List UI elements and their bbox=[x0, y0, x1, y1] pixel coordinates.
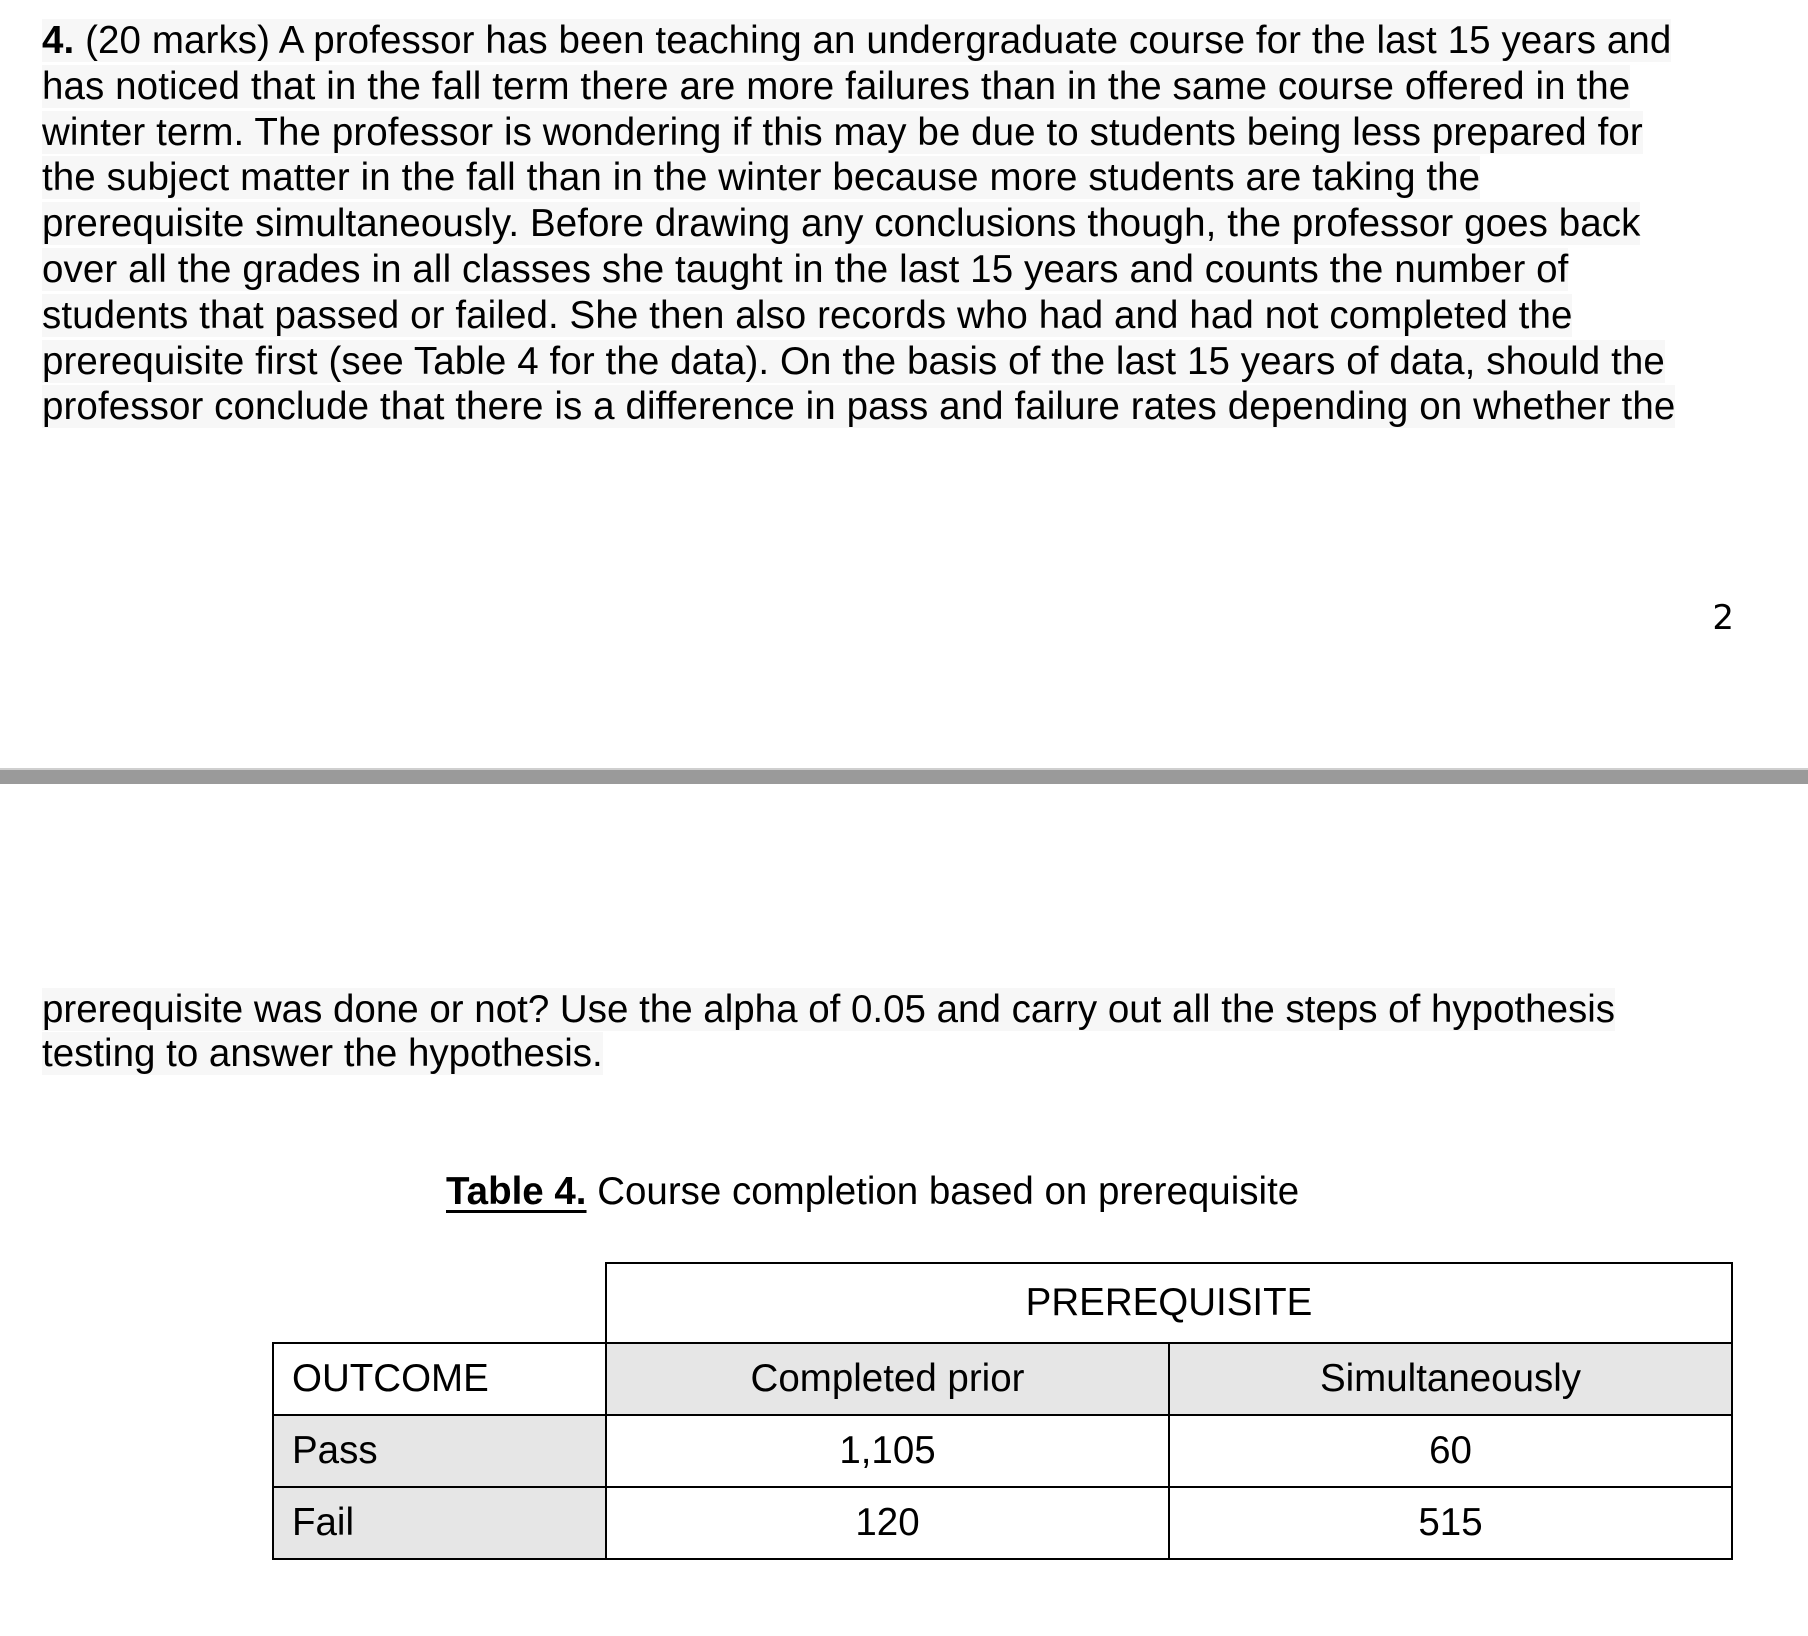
question-line-9: professor conclude that there is a difference in pass and failure rates depending on whether the bbox=[42, 385, 1676, 429]
table-caption bbox=[446, 1170, 1299, 1214]
question-continuation bbox=[42, 988, 1615, 1076]
question-line-5: prerequisite simultaneously. Before drawing any conclusions though, the professor goes back bbox=[42, 202, 1641, 246]
table-cell: 1,105 bbox=[606, 1415, 1169, 1487]
question-line-6: over all the grades in all classes she taught in the last 15 years and counts the number of bbox=[42, 247, 1569, 291]
question-line-text: (20 marks) A professor has been teaching an undergraduate course for the last 15 years and bbox=[74, 19, 1672, 62]
question-line-4: the subject matter in the fall than in the winter because more students are taking the bbox=[42, 156, 1481, 200]
question-line-2: has noticed that in the fall term there are more failures than in the same course offered in the bbox=[42, 64, 1631, 108]
table-row bbox=[273, 1487, 1732, 1559]
table-group-header-row bbox=[273, 1263, 1732, 1343]
continuation-line-2: testing to answer the hypothesis. bbox=[42, 1032, 603, 1075]
table-cell: 515 bbox=[1169, 1487, 1732, 1559]
table-row bbox=[273, 1415, 1732, 1487]
page-separator bbox=[0, 768, 1808, 784]
table-row-label: Pass bbox=[273, 1415, 606, 1487]
question-paragraph bbox=[42, 18, 1782, 430]
continuation-line-1: prerequisite was done or not? Use the alpha of 0.05 and carry out all the steps of hypothesis bbox=[42, 988, 1616, 1031]
table-row-label: Fail bbox=[273, 1487, 606, 1559]
page-number: 2 bbox=[1712, 598, 1734, 638]
question-line-1 bbox=[42, 18, 1782, 64]
data-table bbox=[272, 1262, 1733, 1560]
question-number: 4. bbox=[42, 19, 75, 62]
table-cell: 60 bbox=[1169, 1415, 1732, 1487]
table-row-header: OUTCOME bbox=[273, 1343, 606, 1415]
table-header-row bbox=[273, 1343, 1732, 1415]
table-column-header: Simultaneously bbox=[1169, 1343, 1732, 1415]
table-caption-text: Course completion based on prerequisite bbox=[586, 1170, 1300, 1213]
table-cell: 120 bbox=[606, 1487, 1169, 1559]
question-line-7: students that passed or failed. She then also records who had and had not completed the bbox=[42, 293, 1573, 337]
table-empty-corner bbox=[273, 1263, 606, 1343]
table-group-header: PREREQUISITE bbox=[606, 1263, 1732, 1343]
question-line-3: winter term. The professor is wondering if this may be due to students being less prepared for bbox=[42, 110, 1643, 154]
question-line-8: prerequisite first (see Table 4 for the data). On the basis of the last 15 years of data, should the bbox=[42, 339, 1665, 383]
table-caption-label: Table 4. bbox=[446, 1170, 587, 1213]
table-column-header: Completed prior bbox=[606, 1343, 1169, 1415]
